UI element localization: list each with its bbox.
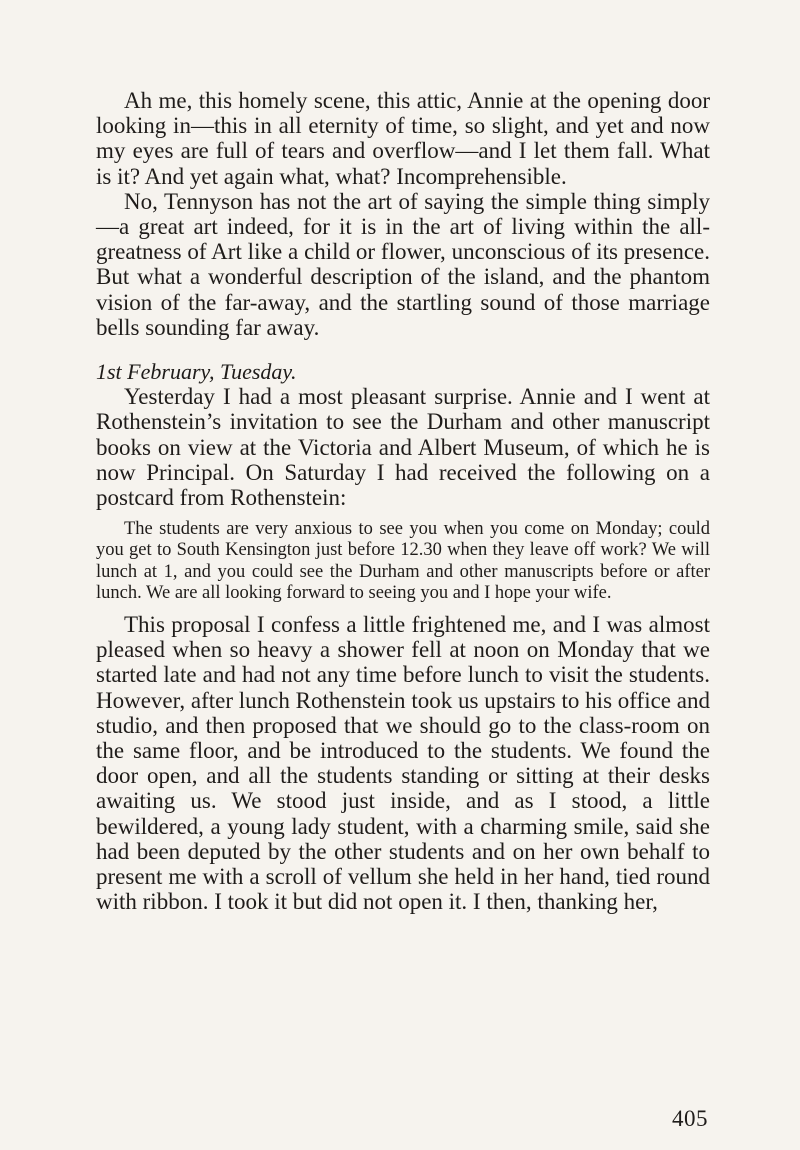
book-page [96, 88, 710, 915]
date-heading: 1st February, Tuesday. [96, 359, 297, 385]
paragraph-museum-visit: Yesterday I had a most pleasant surprise. Annie and I went at Rothenstein’s invitation to see the Durham and other manuscript books on view at the Victoria and Albert Museum, of which he is now Principal. On Saturday I had received the following on a postcard from Rothenstein: [96, 384, 710, 511]
paragraph-tennyson: No, Tennyson has not the art of saying the simple thing simply—a great art indeed, for it is in the art of living within the all-greatness of Art like a child or flower, unconscious of its presence. But what a wonderful description of the island, and the phantom vision of the far-away, and the startling sound of those marriage bells sounding far away. [96, 188, 710, 340]
paragraph-attic-scene: Ah me, this homely scene, this attic, Annie at the opening door looking in—this in all eternity of time, so slight, and yet and now my eyes are full of tears and overflow—and I let them fall. What is it? And yet again what, what? Incomprehensible. [96, 88, 710, 189]
page-number: 405 [672, 1106, 708, 1131]
postcard-quote: The students are very anxious to see you when you come on Monday; could you get to South Kensington just before 12.30 when they leave off work? We will lunch at 1, and you could see the Durham and other manuscripts before or after lunch. We are all looking forward to seeing you and I hope your wife. [96, 519, 710, 603]
paragraph-students: This proposal I confess a little frightened me, and I was almost pleased when so heavy a shower fell at noon on Monday that we started late and had not any time before lunch to visit the students. However, after lunch Rothenstein took us upstairs to his office and studio, and then proposed that we should go to the class-room on the same floor, and be introduced to the students. We found the door open, and all the students standing or sitting at their desks awaiting us. We stood just inside, and as I stood, a little bewildered, a young lady student, with a charming smile, said she had been deputed by the other students and on her own behalf to present me with a scroll of vellum she held in her hand, tied round with ribbon. I took it but did not open it. I then, thanking her, [96, 612, 710, 915]
